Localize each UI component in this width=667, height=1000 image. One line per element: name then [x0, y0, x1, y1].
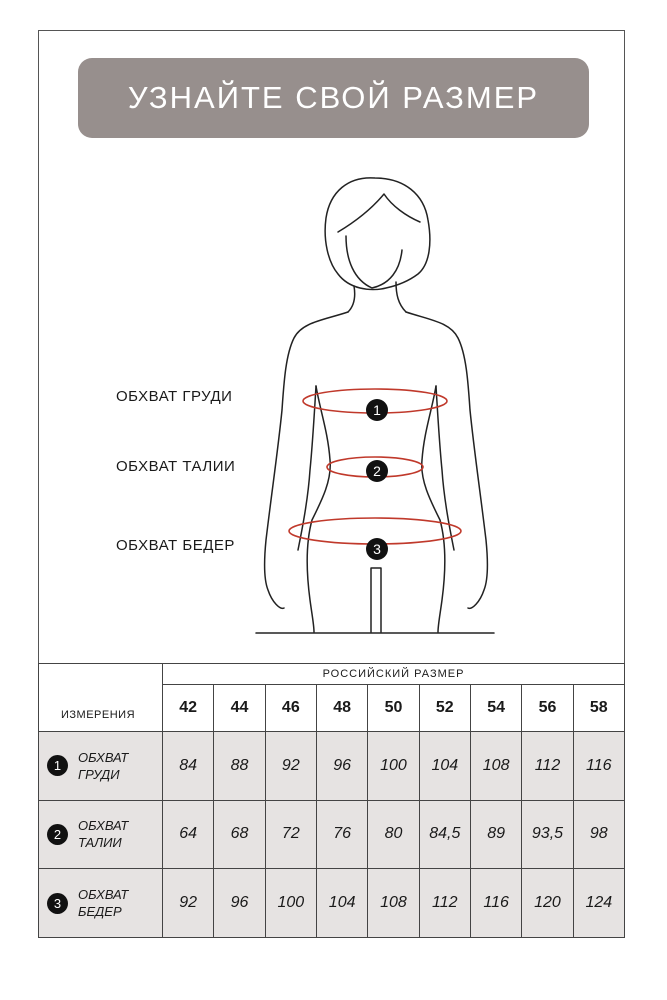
table-cell: 112 — [522, 732, 573, 801]
label-bust: ОБХВАТ ГРУДИ — [116, 388, 233, 405]
row-name-line2: ГРУДИ — [78, 766, 120, 782]
label-hips: ОБХВАТ БЕДЕР — [116, 537, 235, 554]
size-header-cell: 48 — [316, 685, 367, 732]
table-cell: 64 — [163, 800, 214, 869]
torso-left — [307, 386, 330, 632]
row-name-cell — [39, 800, 163, 869]
table-cell: 98 — [573, 800, 624, 869]
table-cell: 72 — [265, 800, 316, 869]
row-name-line2: БЕДЕР — [78, 904, 122, 920]
table-cell: 96 — [214, 869, 265, 938]
table-cell: 100 — [368, 732, 419, 801]
table-cell: 112 — [419, 869, 470, 938]
marker-3-label: 3 — [373, 541, 381, 557]
table-cell: 104 — [419, 732, 470, 801]
face-outline — [346, 236, 402, 288]
torso-right — [422, 386, 445, 632]
size-table — [38, 663, 625, 938]
marker-2-label: 2 — [373, 463, 381, 479]
table-cell: 80 — [368, 800, 419, 869]
table-cell: 104 — [316, 869, 367, 938]
table-cell: 84 — [163, 732, 214, 801]
row-number-badge: 2 — [47, 824, 68, 845]
region-size-header: РОССИЙСКИЙ РАЗМЕР — [163, 664, 625, 685]
left-arm — [265, 312, 348, 608]
size-header-cell: 54 — [470, 685, 521, 732]
size-header-cell: 58 — [573, 685, 624, 732]
body-figure-illustration — [250, 170, 500, 640]
size-header-cell: 42 — [163, 685, 214, 732]
table-cell: 68 — [214, 800, 265, 869]
table-row-bust — [39, 732, 625, 801]
row-name-cell — [39, 869, 163, 938]
table-cell: 84,5 — [419, 800, 470, 869]
table-cell: 93,5 — [522, 800, 573, 869]
row-name-line1: ОБХВАТ — [78, 818, 129, 834]
right-arm — [406, 312, 487, 608]
row-number-badge: 3 — [47, 893, 68, 914]
head-outline — [325, 178, 430, 290]
row-name-cell — [39, 732, 163, 801]
marker-1-label: 1 — [373, 402, 381, 418]
row-name-line1: ОБХВАТ — [78, 887, 129, 903]
size-header-cell: 44 — [214, 685, 265, 732]
table-cell: 92 — [265, 732, 316, 801]
hair-fringe — [338, 194, 420, 232]
row-name-line1: ОБХВАТ — [78, 749, 129, 765]
table-cell: 120 — [522, 869, 573, 938]
size-header-cell: 46 — [265, 685, 316, 732]
table-cell: 116 — [470, 869, 521, 938]
left-inner-arm — [298, 386, 316, 550]
page-title: УЗНАЙТЕ СВОЙ РАЗМЕР — [127, 80, 540, 115]
table-cell: 108 — [368, 869, 419, 938]
table-cell: 92 — [163, 869, 214, 938]
table-row-hips — [39, 869, 625, 938]
table-cell: 108 — [470, 732, 521, 801]
row-number-badge: 1 — [47, 755, 68, 776]
title-banner — [78, 58, 589, 138]
table-cell: 116 — [573, 732, 624, 801]
table-cell: 124 — [573, 869, 624, 938]
row-name-line2: ТАЛИИ — [78, 835, 122, 851]
size-header-cell: 56 — [522, 685, 573, 732]
measurements-header: ИЗМЕРЕНИЯ — [39, 664, 163, 732]
table-cell: 89 — [470, 800, 521, 869]
size-header-cell: 50 — [368, 685, 419, 732]
table-cell: 100 — [265, 869, 316, 938]
table-cell: 96 — [316, 732, 367, 801]
table-row-waist — [39, 800, 625, 869]
table-cell: 88 — [214, 732, 265, 801]
table-cell: 76 — [316, 800, 367, 869]
leg-gap — [371, 568, 381, 632]
label-waist: ОБХВАТ ТАЛИИ — [116, 458, 236, 475]
size-header-cell: 52 — [419, 685, 470, 732]
